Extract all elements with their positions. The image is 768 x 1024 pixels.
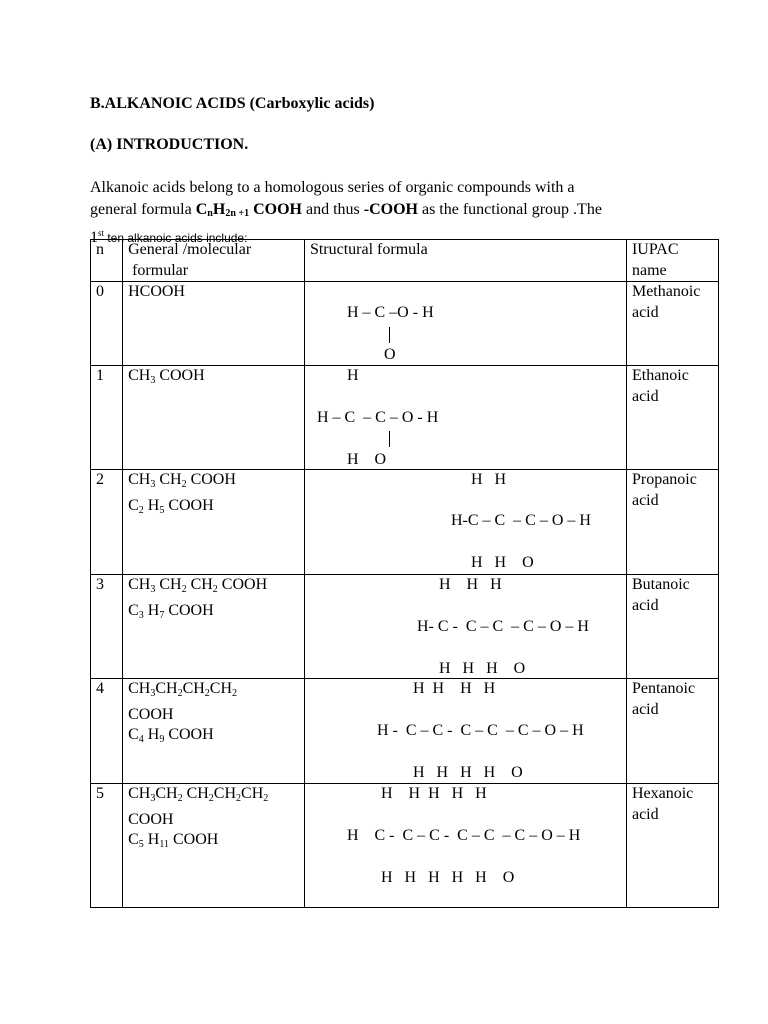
row-molecular: HCOOH [123,282,305,366]
row-molecular: $CH_3$ $CH_2$ $CH_2$ COOH $C_3$ $H_7$ COOH [123,575,305,679]
row-n: 5 [91,784,123,908]
row-structural: H H – C – C – O - H H O [304,366,626,470]
row-n: 3 [91,575,123,679]
row-structural: H H H H- C - C – C – C – O – H H H H O [304,575,626,679]
table-row [91,784,719,908]
alkanoic-acids-table [90,239,719,908]
row-structural [304,282,626,366]
intro-line-3: 1st ten alkanoic acids include: [90,228,248,246]
header-iupac: IUPAC name [626,240,718,282]
double-bond-line [389,431,390,447]
row-structural: H H H H H - C – C - C – C – C – O – H H H H H O [304,679,626,784]
table-row [91,366,719,470]
row-structural: H H H H H H C - C – C - C – C – C – O – H H H H H H O [304,784,626,908]
functional-group: -COOH [363,201,418,218]
struct-main-chain: H – C –O - H [346,304,434,321]
row-n: 4 [91,679,123,784]
table-row [91,575,719,679]
header-n: n [91,240,123,282]
table-row [91,282,719,366]
row-molecular: $CH_3CH_2$ $CH_2CH_2CH_2$ COOH $C_5$ $H_{11}$ COOH [123,784,305,908]
row-iupac: Pentanoic acid [626,679,718,784]
table-row [91,470,719,575]
row-structural: H H H-C – C – C – O – H H H O [304,470,626,575]
section-heading: (A) INTRODUCTION. [90,136,249,153]
intro-line-1: Alkanoic acids belong to a homologous series of organic compounds with a [90,179,575,196]
row-iupac: Methanoic acid [626,282,718,366]
row-iupac: Hexanoic acid [626,784,718,908]
header-molecular: General /molecular formular [123,240,305,282]
row-iupac: Ethanoic acid [626,366,718,470]
row-molecular: $CH_3$ COOH [123,366,305,470]
header-structural: Structural formula [304,240,626,282]
table-row [91,679,719,784]
page-title: B.ALKANOIC ACIDS (Carboxylic acids) [90,95,375,112]
intro-line-2: general formula $C_nH_{2n +1}$ COOH and thus -COOH as the functional group .The [90,201,602,219]
table-header-row [91,240,719,282]
row-molecular: $CH_3CH_2CH_2CH_2$ COOH $C_4$ $H_9$ COOH [123,679,305,784]
general-formula: $C_nH_{2n +1}$ COOH [195,201,302,219]
struct-oxygen: O [383,346,396,363]
row-molecular: $CH_3$ $CH_2$ COOH $C_2$ $H_5$ COOH [123,470,305,575]
row-iupac: Butanoic acid [626,575,718,679]
row-n: 0 [91,282,123,366]
row-iupac: Propanoic acid [626,470,718,575]
double-bond-line [389,327,390,343]
row-n: 2 [91,470,123,575]
row-n: 1 [91,366,123,470]
